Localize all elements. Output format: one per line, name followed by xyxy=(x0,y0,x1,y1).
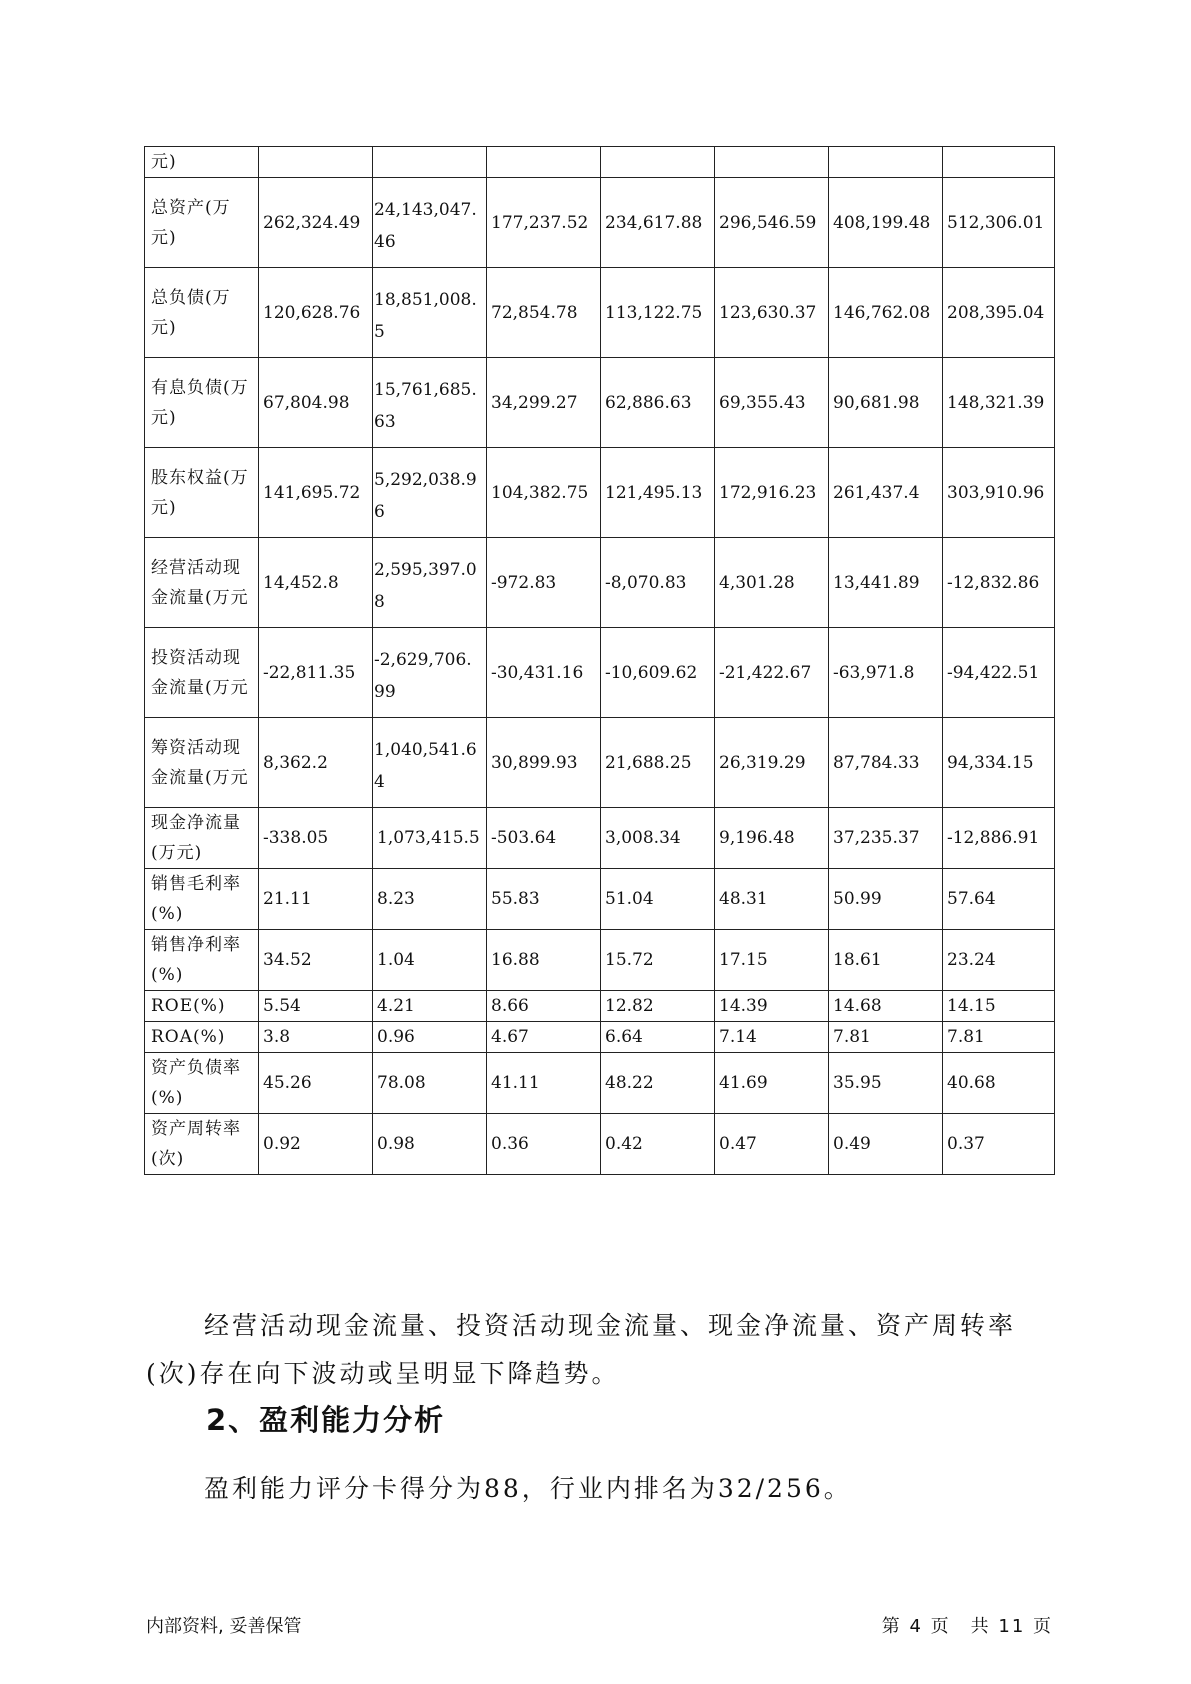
row-label: 现金净流量(万元) xyxy=(145,808,259,869)
table-cell: 17.15 xyxy=(715,930,829,991)
table-cell: 512,306.01 xyxy=(943,178,1055,268)
table-cell: 55.83 xyxy=(487,869,601,930)
table-cell: 172,916.23 xyxy=(715,448,829,538)
table-cell: 5.54 xyxy=(259,991,373,1022)
table-cell xyxy=(715,147,829,178)
table-cell: 37,235.37 xyxy=(829,808,943,869)
table-cell: 30,899.93 xyxy=(487,718,601,808)
table-cell: 23.24 xyxy=(943,930,1055,991)
table-cell: 41.69 xyxy=(715,1053,829,1114)
table-cell: 177,237.52 xyxy=(487,178,601,268)
table-cell: 0.92 xyxy=(259,1114,373,1175)
table-cell: 21,688.25 xyxy=(601,718,715,808)
table-cell: 35.95 xyxy=(829,1053,943,1114)
table-cell: 51.04 xyxy=(601,869,715,930)
row-label: ROE(%) xyxy=(145,991,259,1022)
table-row xyxy=(145,178,1055,268)
table-cell: 16.88 xyxy=(487,930,601,991)
row-label: 销售净利率(%) xyxy=(145,930,259,991)
table-cell: 1,073,415.5 xyxy=(373,808,487,869)
table-cell: 146,762.08 xyxy=(829,268,943,358)
footer-confidential-note: 内部资料, 妥善保管 xyxy=(146,1616,302,1637)
table-cell: 57.64 xyxy=(943,869,1055,930)
table-row xyxy=(145,1053,1055,1114)
table-cell: 4,301.28 xyxy=(715,538,829,628)
table-cell: 67,804.98 xyxy=(259,358,373,448)
table-cell xyxy=(259,147,373,178)
table-cell: 0.42 xyxy=(601,1114,715,1175)
table-cell: 8.66 xyxy=(487,991,601,1022)
table-cell: 0.49 xyxy=(829,1114,943,1175)
table-cell: 34.52 xyxy=(259,930,373,991)
analysis-paragraph: 经营活动现金流量、投资活动现金流量、现金净流量、资产周转率(次)存在向下波动或呈明显下降趋势。 xyxy=(146,1311,1017,1388)
table-cell: -8,070.83 xyxy=(601,538,715,628)
table-cell: 13,441.89 xyxy=(829,538,943,628)
row-label: 股东权益(万元) xyxy=(145,448,259,538)
table-cell xyxy=(487,147,601,178)
row-label: 总资产(万元) xyxy=(145,178,259,268)
row-label: 资产周转率(次) xyxy=(145,1114,259,1175)
table-row xyxy=(145,448,1055,538)
table-cell: 208,395.04 xyxy=(943,268,1055,358)
table-cell: 1,040,541.64 xyxy=(373,718,487,808)
table-cell: 234,617.88 xyxy=(601,178,715,268)
table-cell: -94,422.51 xyxy=(943,628,1055,718)
table-cell: 45.26 xyxy=(259,1053,373,1114)
table-cell: 90,681.98 xyxy=(829,358,943,448)
row-label: 筹资活动现金流量(万元 xyxy=(145,718,259,808)
table-cell: 262,324.49 xyxy=(259,178,373,268)
table-cell: 5,292,038.96 xyxy=(373,448,487,538)
row-label: 投资活动现金流量(万元 xyxy=(145,628,259,718)
table-cell: 261,437.4 xyxy=(829,448,943,538)
row-label: 总负债(万元) xyxy=(145,268,259,358)
row-label: 元) xyxy=(145,147,259,178)
table-cell: 113,122.75 xyxy=(601,268,715,358)
table-row xyxy=(145,1114,1055,1175)
table-cell: 8.23 xyxy=(373,869,487,930)
table-cell: 6.64 xyxy=(601,1022,715,1053)
table-cell: 41.11 xyxy=(487,1053,601,1114)
table-cell: 0.47 xyxy=(715,1114,829,1175)
table-cell: 8,362.2 xyxy=(259,718,373,808)
footer-page-number: 第 4 页 共 11 页 xyxy=(881,1616,1053,1637)
table-cell: -338.05 xyxy=(259,808,373,869)
profitability-score-line: 盈利能力评分卡得分为88，行业内排名为32/256。 xyxy=(204,1474,852,1503)
table-cell: 62,886.63 xyxy=(601,358,715,448)
table-cell: 94,334.15 xyxy=(943,718,1055,808)
table-cell: 26,319.29 xyxy=(715,718,829,808)
table-cell: 78.08 xyxy=(373,1053,487,1114)
table-row xyxy=(145,268,1055,358)
table-cell: 12.82 xyxy=(601,991,715,1022)
table-cell: -503.64 xyxy=(487,808,601,869)
table-cell: 123,630.37 xyxy=(715,268,829,358)
table-row xyxy=(145,869,1055,930)
table-cell: 15.72 xyxy=(601,930,715,991)
table-cell: 296,546.59 xyxy=(715,178,829,268)
table-cell: -12,832.86 xyxy=(943,538,1055,628)
table-row xyxy=(145,718,1055,808)
table-cell: 24,143,047.46 xyxy=(373,178,487,268)
table-cell: 408,199.48 xyxy=(829,178,943,268)
table-cell: 50.99 xyxy=(829,869,943,930)
table-cell: 3,008.34 xyxy=(601,808,715,869)
table-cell xyxy=(943,147,1055,178)
table-body xyxy=(145,147,1055,1175)
table-cell: -21,422.67 xyxy=(715,628,829,718)
table-cell: 14.68 xyxy=(829,991,943,1022)
table-cell: 40.68 xyxy=(943,1053,1055,1114)
table-cell: 9,196.48 xyxy=(715,808,829,869)
row-label: 资产负债率(%) xyxy=(145,1053,259,1114)
table-cell: 2,595,397.08 xyxy=(373,538,487,628)
table-cell: -2,629,706.99 xyxy=(373,628,487,718)
table-row xyxy=(145,930,1055,991)
table-cell: 34,299.27 xyxy=(487,358,601,448)
table-row xyxy=(145,628,1055,718)
table-cell xyxy=(373,147,487,178)
table-cell: -10,609.62 xyxy=(601,628,715,718)
table-cell: 121,495.13 xyxy=(601,448,715,538)
table-cell: 7.81 xyxy=(829,1022,943,1053)
table-cell: 48.31 xyxy=(715,869,829,930)
table-cell: 303,910.96 xyxy=(943,448,1055,538)
financial-indicators-table xyxy=(144,146,1055,1175)
table-cell: 0.96 xyxy=(373,1022,487,1053)
table-row xyxy=(145,1022,1055,1053)
table-cell: 7.14 xyxy=(715,1022,829,1053)
table-cell: 4.21 xyxy=(373,991,487,1022)
row-label: 销售毛利率(%) xyxy=(145,869,259,930)
table-cell: 7.81 xyxy=(943,1022,1055,1053)
table-cell: 104,382.75 xyxy=(487,448,601,538)
table-cell: -12,886.91 xyxy=(943,808,1055,869)
table-row xyxy=(145,808,1055,869)
table-cell: 48.22 xyxy=(601,1053,715,1114)
table-cell: 148,321.39 xyxy=(943,358,1055,448)
table-row xyxy=(145,538,1055,628)
table-cell: 18.61 xyxy=(829,930,943,991)
table-cell: 21.11 xyxy=(259,869,373,930)
table-cell: 4.67 xyxy=(487,1022,601,1053)
table-cell: 14.15 xyxy=(943,991,1055,1022)
table-cell xyxy=(829,147,943,178)
row-label: 有息负债(万元) xyxy=(145,358,259,448)
table-cell: 3.8 xyxy=(259,1022,373,1053)
table-cell: 15,761,685.63 xyxy=(373,358,487,448)
table-cell: 1.04 xyxy=(373,930,487,991)
table-cell: 14,452.8 xyxy=(259,538,373,628)
table-row xyxy=(145,991,1055,1022)
table-cell: -63,971.8 xyxy=(829,628,943,718)
table-cell: 120,628.76 xyxy=(259,268,373,358)
table-cell: 18,851,008.5 xyxy=(373,268,487,358)
table-cell: 72,854.78 xyxy=(487,268,601,358)
table-cell: 69,355.43 xyxy=(715,358,829,448)
table-cell: 0.98 xyxy=(373,1114,487,1175)
section-heading: 2、盈利能力分析 xyxy=(206,1403,446,1437)
table-cell: 0.36 xyxy=(487,1114,601,1175)
table-row xyxy=(145,358,1055,448)
table-cell: -30,431.16 xyxy=(487,628,601,718)
table-cell: 14.39 xyxy=(715,991,829,1022)
table-row xyxy=(145,147,1055,178)
table-cell: 141,695.72 xyxy=(259,448,373,538)
row-label: 经营活动现金流量(万元 xyxy=(145,538,259,628)
table-cell: 87,784.33 xyxy=(829,718,943,808)
table-cell: 0.37 xyxy=(943,1114,1055,1175)
table-cell: -22,811.35 xyxy=(259,628,373,718)
row-label: ROA(%) xyxy=(145,1022,259,1053)
table-cell xyxy=(601,147,715,178)
table-cell: -972.83 xyxy=(487,538,601,628)
